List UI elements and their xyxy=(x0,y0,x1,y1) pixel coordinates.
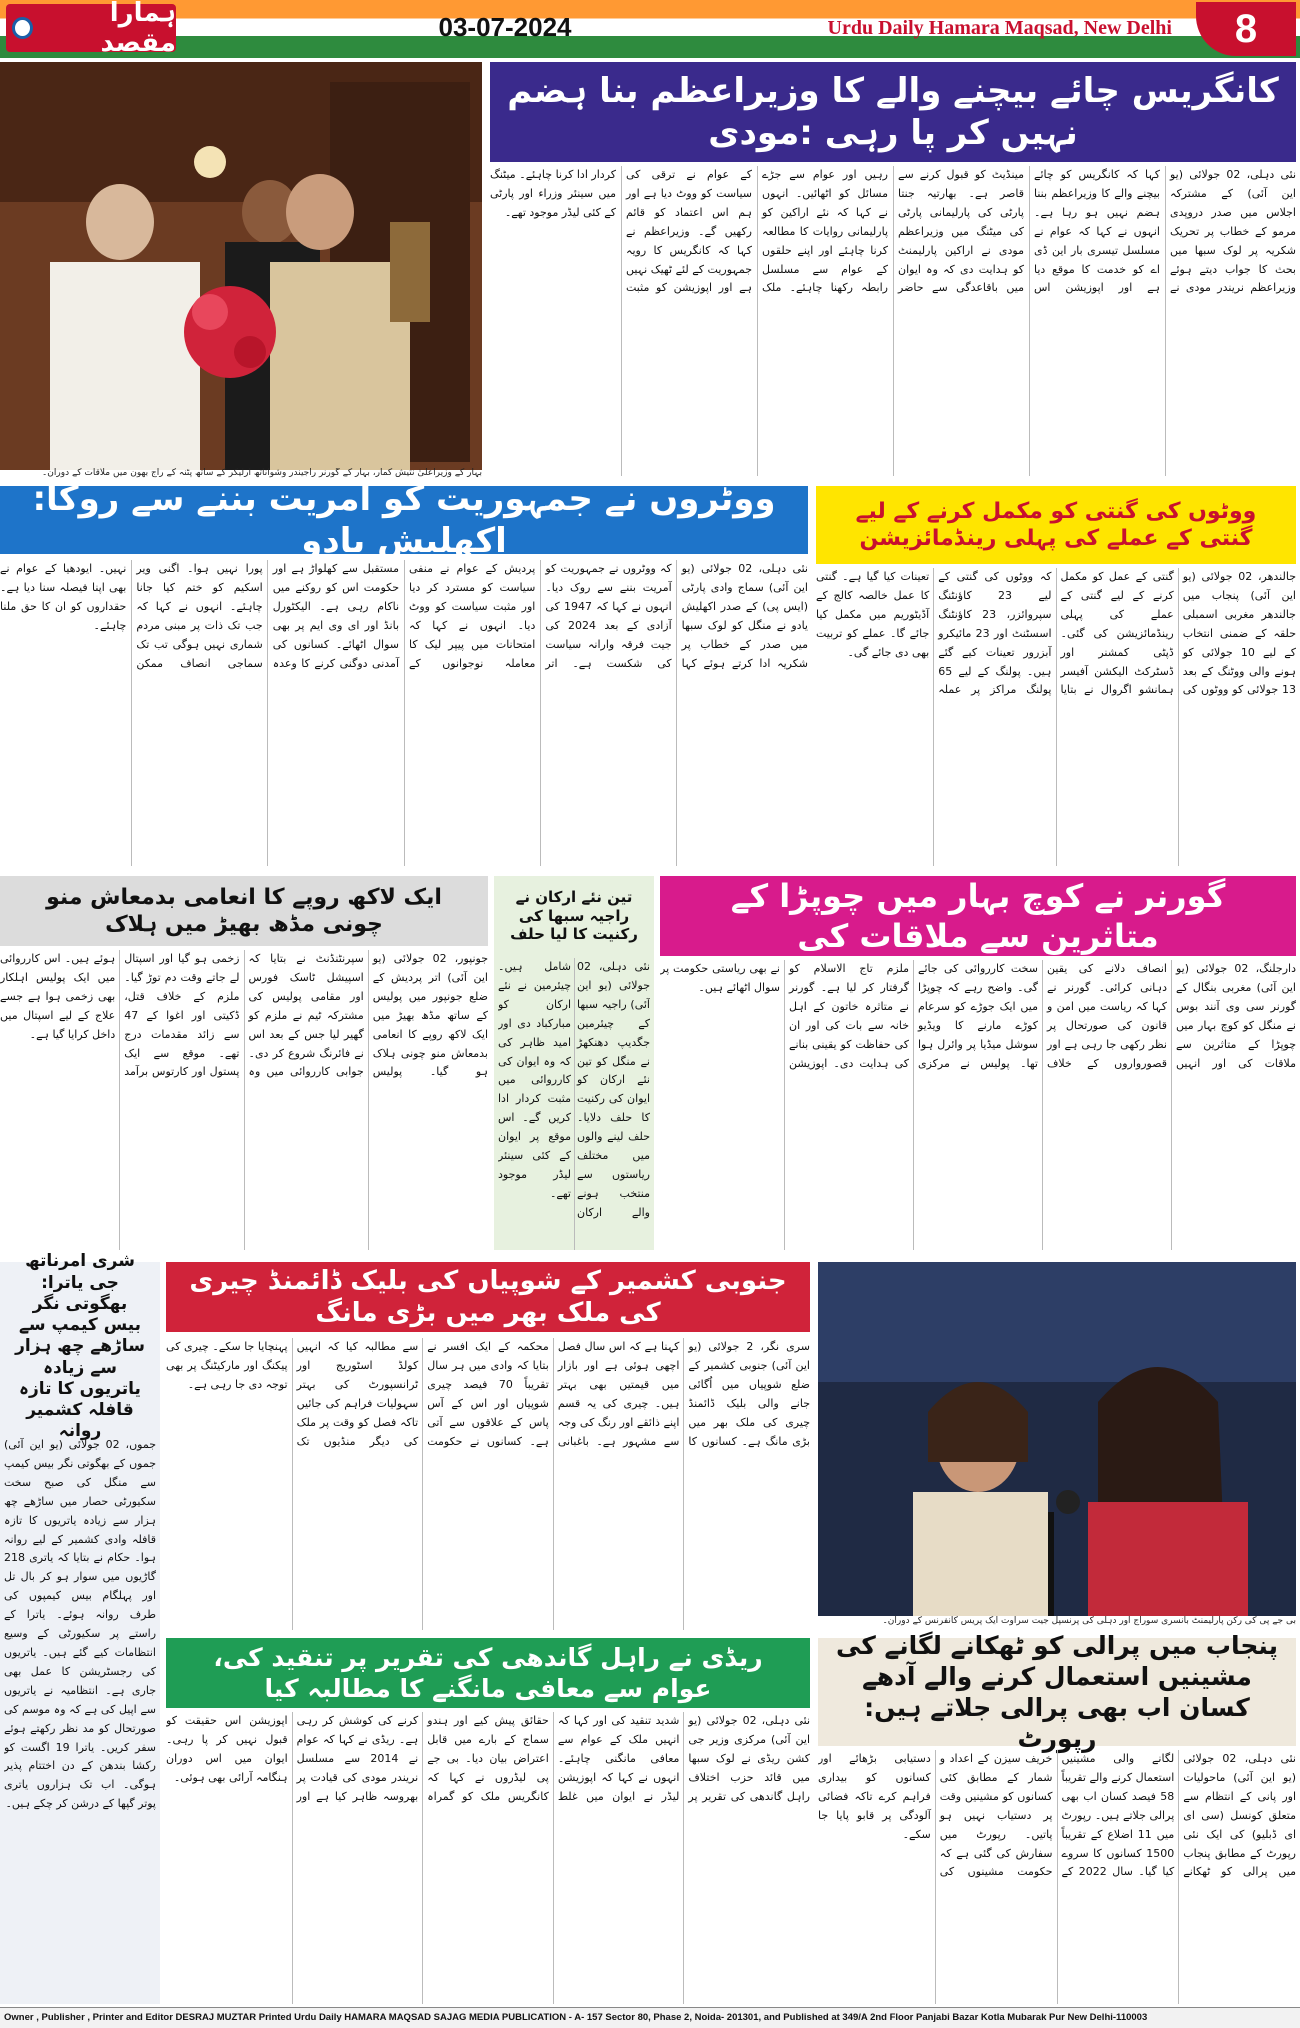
bansuri-press-photo[interactable] xyxy=(818,1262,1296,1616)
headline-cherry[interactable]: جنوبی کشمیر کے شوپیاں کی بلیک ڈائمنڈ چیری کی ملک بھر میں بڑی مانگ xyxy=(166,1262,810,1332)
headline-amarnath[interactable]: شری امرناتھ جی یاترا: بھگوتی نگر بیس کیمپ سے ساڑھے چھ ہزار سے زیادہ یاتریوں کا تازہ قافلہ کشمیر روانہ xyxy=(15,1251,145,1442)
headline-robber[interactable]: ایک لاکھ روپے کا انعامی بدمعاش منو چونی مڈھ بھیڑ میں ہلاک xyxy=(0,876,488,946)
article-reddy-body: نئی دہلی، 02 جولائی (یو این آئی) مرکزی وزیر جی کشن ریڈی نے لوک سبھا میں قائد حزب اختلاف راہل گاندھی کی تقریر پر شدید تنقید کی اور کہا کہ انہیں ملک کے عوام سے معافی مانگنی چاہئے۔ انہوں نے کہا کہ اپوزیشن لیڈر نے ایوان میں غلط حقائق پیش کیے اور ہندو سماج کے بارے میں قابل اعتراض بیان دیا۔ بی جے پی لیڈروں نے کہا کہ کانگریس ملک کو گمراہ کرنے کی کوشش کر رہی ہے۔ ریڈی نے کہا کہ عوام نے 2014 سے مسلسل نریندر مودی کی قیادت پر بھروسہ ظاہر کیا ہے اور اپوزیشن اس حقیقت کو قبول نہیں کر پا رہی۔ ایوان میں اس دوران ہنگامہ آرائی بھی ہوئی۔ xyxy=(166,1714,810,1803)
photo-caption: بہار کے وزیراعلیٰ نتیش کمار، بہار کے گورنر راجیندر وشواناتھ آرلیکر کے ساتھ پٹنہ کے راج بھون میں ملاقات کے دوران۔ xyxy=(42,468,482,478)
issue-date: 03-07-2024 xyxy=(438,12,572,42)
article-amarnath-body: جموں، 02 جولائی (یو این آئی) جموں کے بھگوتی نگر بیس کیمپ سے منگل کی صبح سخت سکیورٹی حصار میں ساڑھے چھ ہزار سے زیادہ یاتریوں کا تازہ قافلہ وادی کشمیر کے لیے روانہ ہوا۔ حکام نے بتایا کہ یاتری 218 گاڑیوں میں سوار ہو کر بال تل اور پہلگام بیس کیمپوں کی طرف روانہ ہوئے۔ یاترا کے راستے پر سکیورٹی کے وسیع انتظامات کیے گئے ہیں۔ یاتریوں کی رجسٹریشن کا عمل بھی جاری ہے۔ انتظامیہ نے یاتریوں سے اپیل کی ہے کہ وہ موسم کی صورتحال کو مد نظر رکھتے ہوئے سفر کریں۔ یاترا 19 اگست کو رکشا بندھن کے دن اختتام پذیر ہوگی۔ اب تک ہزاروں یاتری پوتر گپھا کے درشن کر چکے ہیں۔ xyxy=(4,1438,156,1811)
photo-placeholder-graphic-2 xyxy=(818,1262,1296,1616)
headline-rajya-sabha[interactable]: تین نئے ارکان نے راجیہ سبھا کی رکنیت کا لیا حلف xyxy=(510,887,638,944)
article-stubble-body: نئی دہلی، 02 جولائی (یو این آئی) ماحولیات اور پانی کے انتظام سے متعلق کونسل (سی ای ای ڈبلیو) کی ایک نئی رپورٹ کے مطابق پنجاب میں پرالی کو ٹھکانے لگانے والی مشینیں استعمال کرنے والے تقریباً 58 فیصد کسان اب بھی پرالی جلاتے ہیں۔ رپورٹ میں 11 اضلاع کے تقریباً 1500 کسانوں کا سروے کیا گیا۔ سال 2022 کے خریف سیزن کے اعداد و شمار کے مطابق کئی کسانوں کو مشینیں وقت پر دستیاب نہیں ہو پاتیں۔ رپورٹ میں سفارش کی گئی ہے کہ حکومت مشینوں کی دستیابی بڑھائے اور کسانوں کو بیداری فراہم کرے تاکہ فضائی آلودگی پر قابو پایا جا سکے۔ xyxy=(818,1752,1296,1879)
headline-governor[interactable]: گورنر نے کوچ بہار میں چوپڑا کے متاثرین سے ملاقات کی xyxy=(660,876,1296,956)
headline-akhilesh[interactable]: ووٹروں نے جمہوریت کو آمریت بننے سے روکا: اکھلیش یادو xyxy=(0,486,808,554)
article-counting-body: جالندھر، 02 جولائی (یو این آئی) پنجاب میں جالندھر مغربی اسمبلی حلقہ کے ضمنی انتخاب کے لیے 10 جولائی کو ہونے والی ووٹنگ کے بعد 13 جولائی کو ووٹوں کی گنتی کے عمل کو مکمل کرنے کے لیے گنتی کے عملے کی پہلی رینڈمائزیشن کی گئی۔ ڈپٹی کمشنر اور ڈسٹرکٹ الیکشن آفیسر ہمانشو اگروال نے بتایا کہ ووٹوں کی گنتی کے لیے 23 کاؤنٹنگ سپروائزر، 23 کاؤنٹنگ اسسٹنٹ اور 23 مائیکرو آبزرور تعینات کیے گئے ہیں۔ پولنگ کے لیے 65 پولنگ مراکز پر عملہ تعینات کیا گیا ہے۔ گنتی کا عمل خالصہ کالج کے آڈیٹوریم میں مکمل کیا جائے گا۔ عملے کو تربیت بھی دی جائے گی۔ xyxy=(816,570,1296,697)
newspaper-name: Urdu Daily Hamara Maqsad, New Delhi xyxy=(827,17,1172,39)
page-number: 8 xyxy=(1196,2,1296,56)
headline-stubble[interactable]: پنجاب میں پرالی کو ٹھکانے لگانے کی مشینیں استعمال کرنے والے آدھے کسان اب بھی پرالی جلاتے ہیں: رپورٹ xyxy=(818,1638,1296,1746)
article-governor-body: دارجلنگ، 02 جولائی (یو این آئی) مغربی بنگال کے گورنر سی وی آنند بوس نے منگل کو کوچ بہار میں چوپڑا کے متاثرین سے ملاقات کی اور انہیں انصاف دلانے کی یقین دہانی کرائی۔ گورنر نے کہا کہ ریاست میں امن و قانون کی صورتحال پر نظر رکھی جا رہی ہے اور قصورواروں کے خلاف سخت کارروائی کی جائے گی۔ واضح رہے کہ چوپڑا میں ایک جوڑے کو سرعام کوڑے مارنے کا ویڈیو سوشل میڈیا پر وائرل ہوا تھا۔ پولیس نے مرکزی ملزم تاج الاسلام کو گرفتار کر لیا ہے۔ گورنر نے متاثرہ خاتون کے اہل خانہ سے بات کی اور ان کی حفاظت کو یقینی بنانے کی ہدایت دی۔ اپوزیشن نے بھی ریاستی حکومت پر سوال اٹھائے ہیں۔ xyxy=(660,962,1296,1070)
headline-reddy[interactable]: ریڈی نے راہل گاندھی کی تقریر پر تنقید کی، عوام سے معافی مانگنے کا مطالبہ کیا xyxy=(166,1638,810,1708)
logo-emblem-icon xyxy=(12,17,33,39)
logo-text: ہمارا مقصد xyxy=(100,0,176,58)
article-robber-body: جونپور، 02 جولائی (یو این آئی) اتر پردیش کے ضلع جونپور میں پولیس کے ساتھ مڈھ بھیڑ میں ایک لاکھ روپے کا انعامی بدمعاش منو چونی ہلاک ہو گیا۔ پولیس سپرنٹنڈنٹ نے بتایا کہ اسپیشل ٹاسک فورس اور مقامی پولیس کی مشترکہ ٹیم نے ملزم کو گھیر لیا جس کے بعد اس نے فائرنگ شروع کر دی۔ جوابی کارروائی میں وہ زخمی ہو گیا اور اسپتال لے جاتے وقت دم توڑ گیا۔ ملزم کے خلاف قتل، ڈکیتی اور اغوا کے 47 سے زائد مقدمات درج تھے۔ موقع سے ایک پستول اور کارتوس برآمد ہوئے ہیں۔ اس کارروائی میں ایک پولیس اہلکار بھی زخمی ہوا ہے جسے علاج کے لیے اسپتال میں داخل کرایا گیا ہے۔ xyxy=(0,952,488,1079)
article-modi-body: نئی دہلی، 02 جولائی (یو این آئی) کے مشترکہ اجلاس میں صدر دروپدی مرمو کے خطاب پر تحریک شکریہ پر لوک سبھا میں بحث کا جواب دیتے ہوئے وزیراعظم نریندر مودی نے کہا کہ کانگریس کو چائے بیچنے والے کا وزیراعظم بننا ہضم نہیں ہو رہا ہے۔ انہوں نے کہا کہ عوام نے مسلسل تیسری بار این ڈی اے کو خدمت کا موقع دیا ہے اور اپوزیشن اس مینڈیٹ کو قبول کرنے سے قاصر ہے۔ بھارتیہ جنتا پارٹی کی پارلیمانی پارٹی کی میٹنگ میں وزیراعظم مودی نے اراکین پارلیمنٹ کو ہدایت دی کہ وہ ایوان میں باقاعدگی سے حاضر رہیں اور عوام سے جڑے مسائل کو اٹھائیں۔ انہوں نے کہا کہ نئے اراکین کو پارلیمانی روایات کا مطالعہ کرنا چاہئے اور اپنے حلقوں کے عوام سے مسلسل رابطہ رکھنا چاہئے۔ ملک کے عوام نے ترقی کی سیاست کو ووٹ دیا ہے اور ہم اس اعتماد کو قائم رکھیں گے۔ وزیراعظم نے کہا کہ کانگریس کا رویہ جمہوریت کے لئے ٹھیک نہیں ہے اور اپوزیشن کو مثبت کردار ادا کرنا چاہئے۔ میٹنگ میں سینئر وزراء اور پارٹی کے کئی لیڈر موجود تھے۔ xyxy=(490,168,1296,295)
masthead xyxy=(0,0,1300,58)
headline-counting[interactable]: ووٹوں کی گنتی کو مکمل کرنے کے لیے گنتی کے عملے کی پہلی رینڈمائزیشن xyxy=(816,486,1296,564)
nitish-governor-photo[interactable] xyxy=(0,62,482,470)
publication-imprint: Owner , Publisher , Printer and Editor DESRAJ MUZTAR Printed Urdu Daily HAMARA MAQSAD SAJAG MEDIA PUBLICATION - A- 157 Sector 80, Phase 2, Noida- 201301, and Published at 349/A 2nd Floor Panjabi Bazar Kotla Mubarak Pur New Delhi-110003 xyxy=(0,2007,1300,2028)
article-rajya-sabha-body: نئی دہلی، 02 جولائی (یو این آئی) راجیہ سبھا کے چیئرمین جگدیپ دھنکھڑ نے منگل کو تین نئے ارکان کو ایوان کی رکنیت کا حلف دلایا۔ حلف لینے والوں میں مختلف ریاستوں سے منتخب ہونے والے ارکان شامل ہیں۔ چیئرمین نے نئے ارکان کو مبارکباد دی اور امید ظاہر کی کہ وہ ایوان کی کارروائی میں مثبت کردار ادا کریں گے۔ اس موقع پر ایوان کے کئی سینئر لیڈر موجود تھے۔ xyxy=(498,960,650,1219)
photo-caption-2: بی جے پی کی رکن پارلیمنٹ بانسری سوراج اور دہلی کی پرنسپل جیت سراوت ایک پریس کانفرنس کے دوران۔ xyxy=(882,1616,1296,1626)
article-akhilesh-body: نئی دہلی، 02 جولائی (یو این آئی) سماج وادی پارٹی (ایس پی) کے صدر اکھلیش یادو نے منگل کو لوک سبھا میں صدر کے خطاب پر شکریہ ادا کرتے ہوئے کہا کہ ووٹروں نے جمہوریت کو آمریت بننے سے روک دیا۔ انہوں نے کہا کہ 1947 کی آزادی کے بعد 2024 کی جیت فرقہ وارانہ سیاست کی شکست ہے۔ اتر پردیش کے عوام نے منفی سیاست کو مسترد کر دیا اور مثبت سیاست کو ووٹ دیا۔ انہوں نے کہا کہ امتحانات میں پیپر لیک کا معاملہ نوجوانوں کے مستقبل سے کھلواڑ ہے اور حکومت اس کو روکنے میں ناکام رہی ہے۔ الیکٹورل بانڈ اور ای وی ایم پر بھی سوال اٹھائے۔ کسانوں کی آمدنی دوگنی کرنے کا وعدہ پورا نہیں ہوا۔ اگنی ویر اسکیم کو ختم کیا جانا چاہئے۔ انہوں نے کہا کہ جب تک ذات پر مبنی مردم شماری نہیں ہوگی تب تک سماجی انصاف ممکن نہیں۔ ایودھیا کے عوام نے بھی اپنا فیصلہ سنا دیا ہے۔ حقداروں کو ان کا حق ملنا چاہئے۔ xyxy=(0,562,808,670)
headline-modi[interactable]: کانگریس چائے بیچنے والے کا وزیراعظم بنا ہضم نہیں کر پا رہی :مودی xyxy=(490,62,1296,162)
newspaper-logo[interactable] xyxy=(6,0,176,58)
article-cherry-body: سری نگر، 2 جولائی (یو این آئی) جنوبی کشمیر کے ضلع شوپیاں میں اُگائی جانے والی بلیک ڈائمنڈ چیری کی ملک بھر میں بڑی مانگ ہے۔ کسانوں کا کہنا ہے کہ اس سال فصل اچھی ہوئی ہے اور بازار میں قیمتیں بھی بہتر ہیں۔ چیری کی یہ قسم اپنے ذائقے اور رنگ کی وجہ سے مشہور ہے۔ باغبانی محکمہ کے ایک افسر نے بتایا کہ وادی میں ہر سال تقریباً 70 فیصد چیری شوپیاں اور اس کے آس پاس کے علاقوں سے آتی ہے۔ کسانوں نے حکومت سے مطالبہ کیا کہ انہیں کولڈ اسٹوریج اور ٹرانسپورٹ کی بہتر سہولیات فراہم کی جائیں تاکہ فصل کو وقت پر ملک کی دیگر منڈیوں تک پہنچایا جا سکے۔ چیری کی پیکنگ اور مارکیٹنگ پر بھی توجہ دی جا رہی ہے۔ xyxy=(166,1340,810,1448)
photo-placeholder-graphic xyxy=(0,62,482,470)
